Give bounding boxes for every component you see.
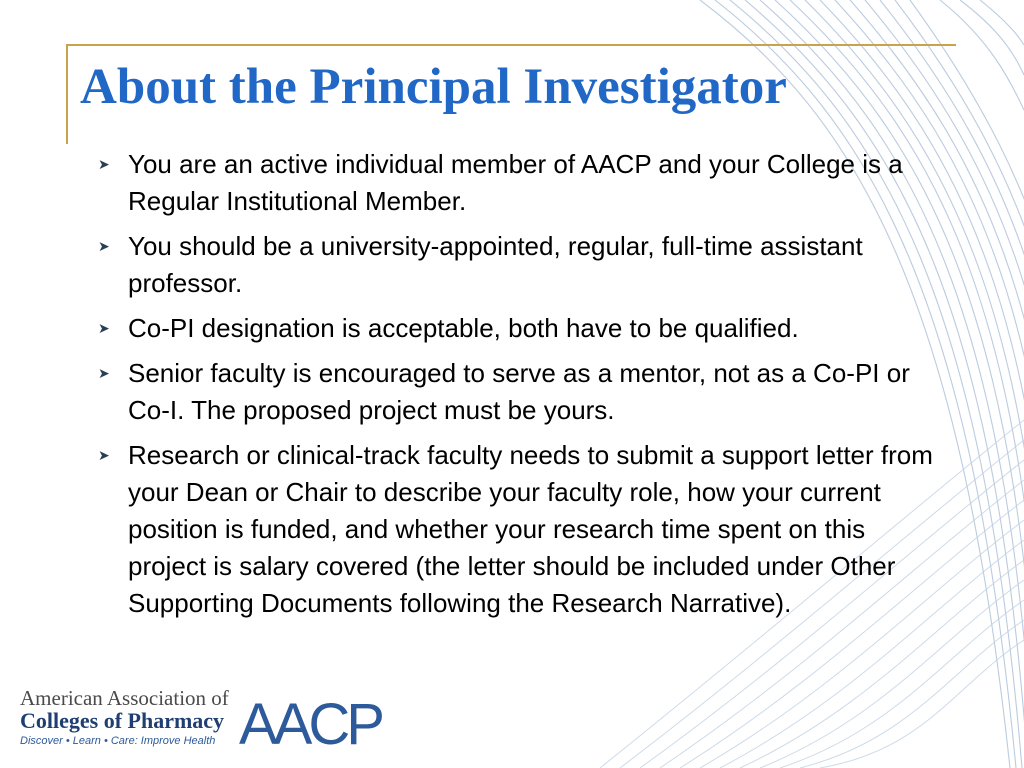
bullet-list xyxy=(98,146,948,630)
bullet-text: You are an active individual member of AACP and your College is a Regular Institutional Member. xyxy=(128,149,903,216)
bullet-text: Senior faculty is encouraged to serve as a mentor, not as a Co-PI or Co-I. The proposed project must be yours. xyxy=(128,358,910,425)
bullet-text: Co-PI designation is acceptable, both have to be qualified. xyxy=(128,313,799,343)
aacp-mark-icon xyxy=(235,686,395,756)
title-frame-top xyxy=(66,44,956,46)
logo-line-2: Colleges of Pharmacy xyxy=(20,708,225,733)
aacp-logo xyxy=(20,686,400,756)
bullet-item xyxy=(98,355,948,429)
chevron-right-icon: ➤ xyxy=(98,365,110,381)
bullet-item xyxy=(98,228,948,302)
bullet-item xyxy=(98,437,948,622)
chevron-right-icon: ➤ xyxy=(98,238,110,254)
chevron-right-icon: ➤ xyxy=(98,320,110,336)
bullet-text: You should be a university-appointed, regular, full-time assistant professor. xyxy=(128,231,863,298)
bullet-item xyxy=(98,310,948,347)
aacp-mark-text: AACP xyxy=(239,692,381,756)
bullet-item xyxy=(98,146,948,220)
logo-line-1: American Association of xyxy=(20,686,229,710)
slide-title: About the Principal Investigator xyxy=(80,59,787,115)
bullet-text: Research or clinical-track faculty needs to submit a support letter from your Dean or Chair to describe your faculty role, how your current position is funded, and whether your research time spent on this project is salary covered (the letter should be included under Other Supporting Documents following the Research Narrative). xyxy=(128,440,933,618)
logo-tagline: Discover • Learn • Care: Improve Health xyxy=(20,735,216,747)
chevron-right-icon: ➤ xyxy=(98,156,110,172)
chevron-right-icon: ➤ xyxy=(98,447,110,463)
title-frame-left xyxy=(66,44,68,144)
